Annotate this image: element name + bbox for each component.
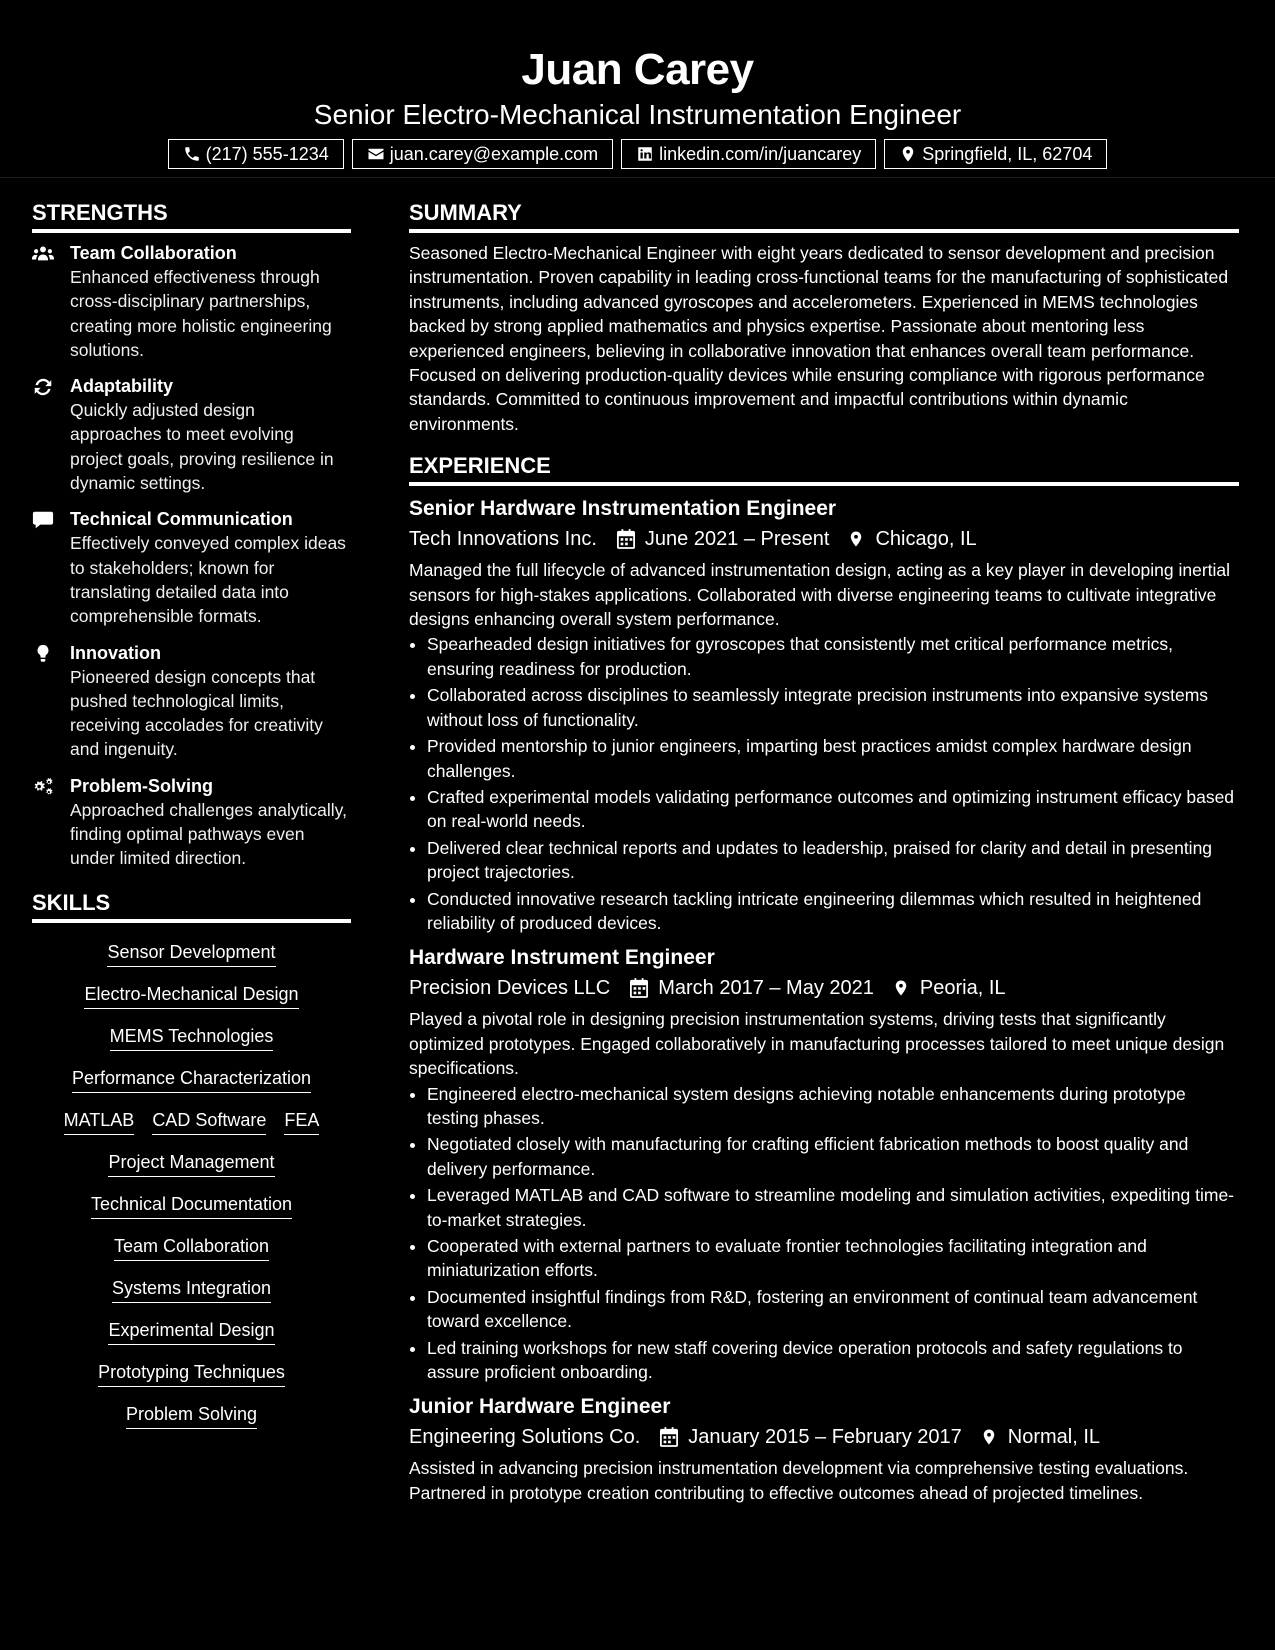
contact-linkedin[interactable] — [621, 139, 876, 169]
job-title: Hardware Instrument Engineer — [409, 946, 715, 970]
skill-tag: FEA — [284, 1107, 319, 1135]
job-bullets — [409, 1082, 1239, 1385]
contact-email-text: juan.carey@example.com — [389, 143, 599, 164]
gears-icon — [32, 777, 54, 797]
skill-tag: Prototyping Techniques — [98, 1359, 285, 1387]
skill-tag: Electro-Mechanical Design — [84, 981, 298, 1009]
map-pin-icon — [980, 1427, 998, 1447]
linkedin-icon — [636, 145, 654, 163]
strength-desc: Approached challenges analytically, finding optimal pathways even under limited direction. — [70, 799, 347, 869]
job-meta — [409, 524, 1239, 554]
contact-location-text: Springfield, IL, 62704 — [922, 143, 1093, 164]
strength-item — [32, 241, 351, 362]
job-location: Chicago, IL — [875, 528, 977, 551]
skills-heading: SKILLS — [32, 889, 351, 923]
job-bullets — [409, 632, 1239, 935]
job-entry — [409, 943, 1239, 1384]
skill-tag: Systems Integration — [112, 1275, 271, 1303]
skill-tag: CAD Software — [152, 1107, 266, 1135]
job-description: Assisted in advancing precision instrumentation development via comprehensive testing evaluations. Partnered in prototype creation contributing to effective outcomes ahead of projected timelines. — [409, 1458, 1189, 1503]
map-pin-icon — [899, 145, 917, 163]
job-bullet: • Led training workshops for new staff covering device operation protocols and safety regulations to assure proficient onboarding. — [427, 1336, 1239, 1385]
lightbulb-icon — [32, 644, 54, 664]
calendar-icon — [617, 529, 635, 549]
job-bullet: • Documented insightful findings from R&D, fostering an environment of continual team advancement toward excellence. — [427, 1285, 1239, 1334]
skill-tag: Sensor Development — [107, 939, 275, 967]
job-title: Junior Hardware Engineer — [409, 1395, 671, 1419]
job-bullet: • Provided mentorship to junior engineers, imparting best practices amidst complex hardware design challenges. — [427, 734, 1239, 783]
job-meta — [409, 1422, 1239, 1452]
experience-heading: EXPERIENCE — [409, 452, 1239, 486]
strength-item — [32, 374, 351, 495]
candidate-title: Senior Electro-Mechanical Instrumentation Engineer — [313, 99, 962, 130]
calendar-icon — [660, 1427, 678, 1447]
sync-icon — [32, 377, 54, 397]
contact-phone[interactable] — [168, 139, 344, 169]
skill-tag: Performance Characterization — [72, 1065, 311, 1093]
job-bullet: • Conducted innovative research tackling intricate engineering dilemmas which resulted in heightened reliability of produced devices. — [427, 887, 1239, 936]
strength-desc: Enhanced effectiveness through cross-disciplinary partnerships, creating more holistic engineering solutions. — [70, 267, 332, 360]
contact-phone-text: (217) 555-1234 — [205, 143, 329, 164]
job-bullet: • Spearheaded design initiatives for gyroscopes that consistently met critical performance metrics, ensuring readiness for production. — [427, 632, 1239, 681]
calendar-icon — [630, 978, 648, 998]
strength-item — [32, 641, 351, 762]
strength-name: Team Collaboration — [70, 243, 237, 263]
contact-linkedin-text: linkedin.com/in/juancarey — [659, 143, 862, 164]
job-entry — [409, 1392, 1239, 1505]
job-bullet: • Delivered clear technical reports and updates to leadership, praised for clarity and detail in presenting project trajectories. — [427, 836, 1239, 885]
strength-desc: Effectively conveyed complex ideas to stakeholders; known for translating detailed data into comprehensible formats. — [70, 533, 346, 627]
skill-tag: Problem Solving — [126, 1401, 257, 1429]
strength-item — [32, 507, 351, 628]
job-bullet: • Cooperated with external partners to evaluate frontier technologies facilitating integration and miniaturization efforts. — [427, 1234, 1239, 1283]
strength-name: Technical Communication — [70, 509, 293, 530]
contact-location — [884, 139, 1107, 169]
job-entry — [409, 494, 1239, 935]
summary-text: Seasoned Electro-Mechanical Engineer with eight years dedicated to sensor development and precision instrumentation. Proven capability in leading cross-functional teams for the manufacturing of sophisticated instruments, including advanced gyroscopes and accelerometers. Experienced in MEMS technologies backed by strong applied mathematics and physics expertise. Passionate about mentoring less experienced engineers, believing in collaborative innovation that enhances overall team performance. Focused on delivering production-quality devices while ensuring compliance with rigorous performance standards. Committed to continuous improvement and impactful contributions within dynamic environments. — [409, 243, 1229, 434]
job-meta — [409, 973, 1239, 1003]
skill-tag: Experimental Design — [108, 1317, 274, 1345]
strength-name: Innovation — [70, 642, 161, 663]
strength-name: Problem-Solving — [70, 775, 214, 796]
summary-heading: SUMMARY — [409, 199, 1239, 233]
right-column — [409, 199, 1239, 1513]
job-description: Played a pivotal role in designing precision instrumentation systems, driving tests that significantly optimized prototypes. Engaged collaboratively in manufacturing processes tailored to meet unique design specifications. — [409, 1009, 1225, 1079]
job-description: Managed the full lifecycle of advanced instrumentation design, acting as a key player in developing inertial sensors for high-stakes applications. Collaborated with diverse engineering teams to cultivate integrative designs enhancing overall system performance. — [409, 560, 1231, 630]
phone-icon — [183, 145, 201, 163]
job-location: Normal, IL — [1007, 1426, 1101, 1449]
candidate-name: Juan Carey — [521, 45, 754, 94]
job-bullet: • Engineered electro-mechanical system designs achieving notable enhancements during prototype testing phases. — [427, 1082, 1239, 1131]
job-bullet: • Collaborated across disciplines to seamlessly integrate precision instruments into expansive systems without loss of functionality. — [427, 683, 1239, 732]
strength-desc: Quickly adjusted design approaches to meet evolving project goals, proving resilience in dynamic settings. — [70, 400, 334, 494]
strength-desc: Pioneered design concepts that pushed technological limits, receiving accolades for creativity and ingenuity. — [70, 666, 323, 760]
resume-header — [0, 0, 1275, 178]
skill-tag: Technical Documentation — [91, 1191, 292, 1219]
skills-list — [32, 931, 351, 1429]
skill-tag: MEMS Technologies — [110, 1023, 274, 1051]
envelope-icon — [367, 145, 385, 163]
job-dates: January 2015 – February 2017 — [688, 1426, 962, 1449]
strength-name: Adaptability — [70, 376, 174, 397]
job-dates: March 2017 – May 2021 — [658, 977, 874, 1000]
job-company: Precision Devices LLC — [409, 977, 611, 1000]
job-bullet: • Negotiated closely with manufacturing for crafting efficient fabrication methods to boost quality and delivery performance. — [427, 1132, 1239, 1181]
strengths-heading: STRENGTHS — [32, 199, 351, 233]
users-icon — [32, 244, 54, 264]
left-column — [32, 199, 351, 1429]
skill-tag: MATLAB — [64, 1107, 135, 1135]
job-dates: June 2021 – Present — [644, 528, 830, 551]
map-pin-icon — [847, 529, 865, 549]
job-location: Peoria, IL — [919, 977, 1006, 1000]
skill-tag: Team Collaboration — [114, 1233, 269, 1261]
job-company: Tech Innovations Inc. — [409, 528, 597, 551]
strength-item — [32, 774, 351, 871]
map-pin-icon — [892, 978, 910, 998]
job-company: Engineering Solutions Co. — [409, 1426, 641, 1449]
comment-icon — [32, 510, 54, 530]
contact-bar — [0, 139, 1275, 169]
job-title: Senior Hardware Instrumentation Engineer — [409, 497, 837, 521]
job-bullet: • Leveraged MATLAB and CAD software to streamline modeling and simulation activities, expediting time-to-market strategies. — [427, 1183, 1239, 1232]
contact-email[interactable] — [352, 139, 613, 169]
job-bullet: • Crafted experimental models validating performance outcomes and optimizing instrument efficacy based on real-world needs. — [427, 785, 1239, 834]
skill-tag: Project Management — [108, 1149, 274, 1177]
